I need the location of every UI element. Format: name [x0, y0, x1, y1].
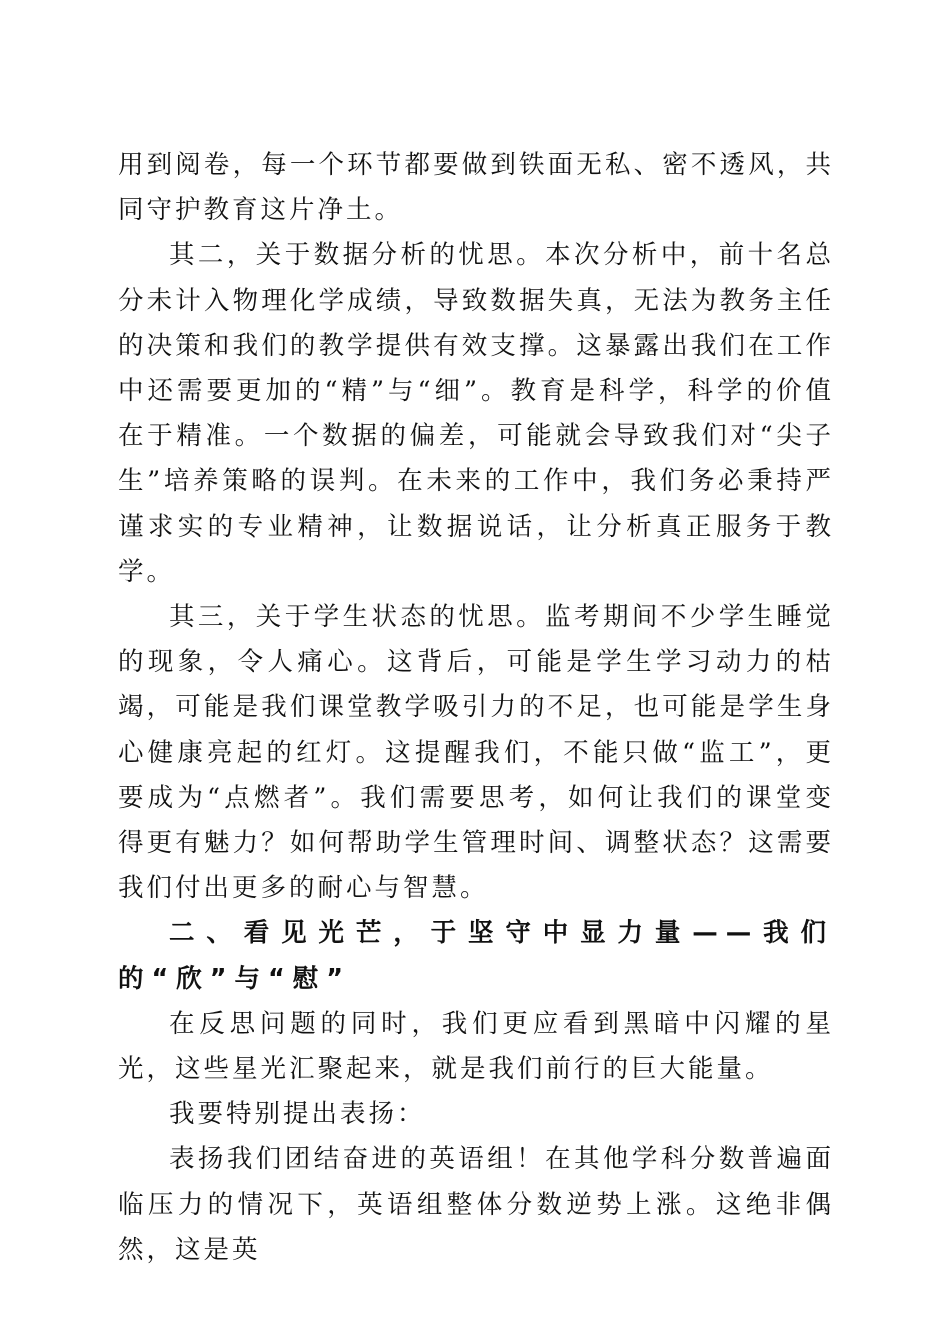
paragraph-reflection: 在反思问题的同时，我们更应看到黑暗中闪耀的星光，这些星光汇聚起来，就是我们前行的巨大能量。: [118, 1008, 834, 1085]
paragraph-data-analysis-concern: 其二，关于数据分析的忧思。本次分析中，前十名总分未计入物理化学成绩，导致数据失真，无法为教务主任的决策和我们的教学提供有效支撑。这暴露出我们在工作中还需要更加的“精”与“细”。教育是科学，科学的价值在于精准。一个数据的偏差，可能就会导致我们对“尖子生”培养策略的误判。在未来的工作中，我们务必秉持严谨求实的专业精神，让数据说话，让分析真正服务于教学。: [118, 240, 834, 587]
paragraph-praise-intro: 我要特别提出表扬：: [169, 1099, 426, 1130]
paragraph-student-state-concern: 其三，关于学生状态的忧思。监考期间不少学生睡觉的现象，令人痛心。这背后，可能是学生学习动力的枯竭，可能是我们课堂教学吸引力的不足，也可能是学生身心健康亮起的红灯。这提醒我们，不能只做“监工”，更要成为“点燃者”。我们需要思考，如何让我们的课堂变得更有魅力？如何帮助学生管理时间、调整状态？这需要我们付出更多的耐心与智慧。: [118, 602, 834, 904]
section-heading: 二、看见光芒，于坚守中显力量——我们的“欣”与“慰”: [118, 918, 834, 994]
document-body: [118, 143, 834, 1273]
paragraph-english-group-praise: 表扬我们团结奋进的英语组！在其他学科分数普遍面临压力的情况下，英语组整体分数逆势上涨。这绝非偶然，这是英: [118, 1144, 834, 1265]
paragraph-continuation: 用到阅卷，每一个环节都要做到铁面无私、密不透风，共同守护教育这片净土。: [118, 150, 834, 226]
